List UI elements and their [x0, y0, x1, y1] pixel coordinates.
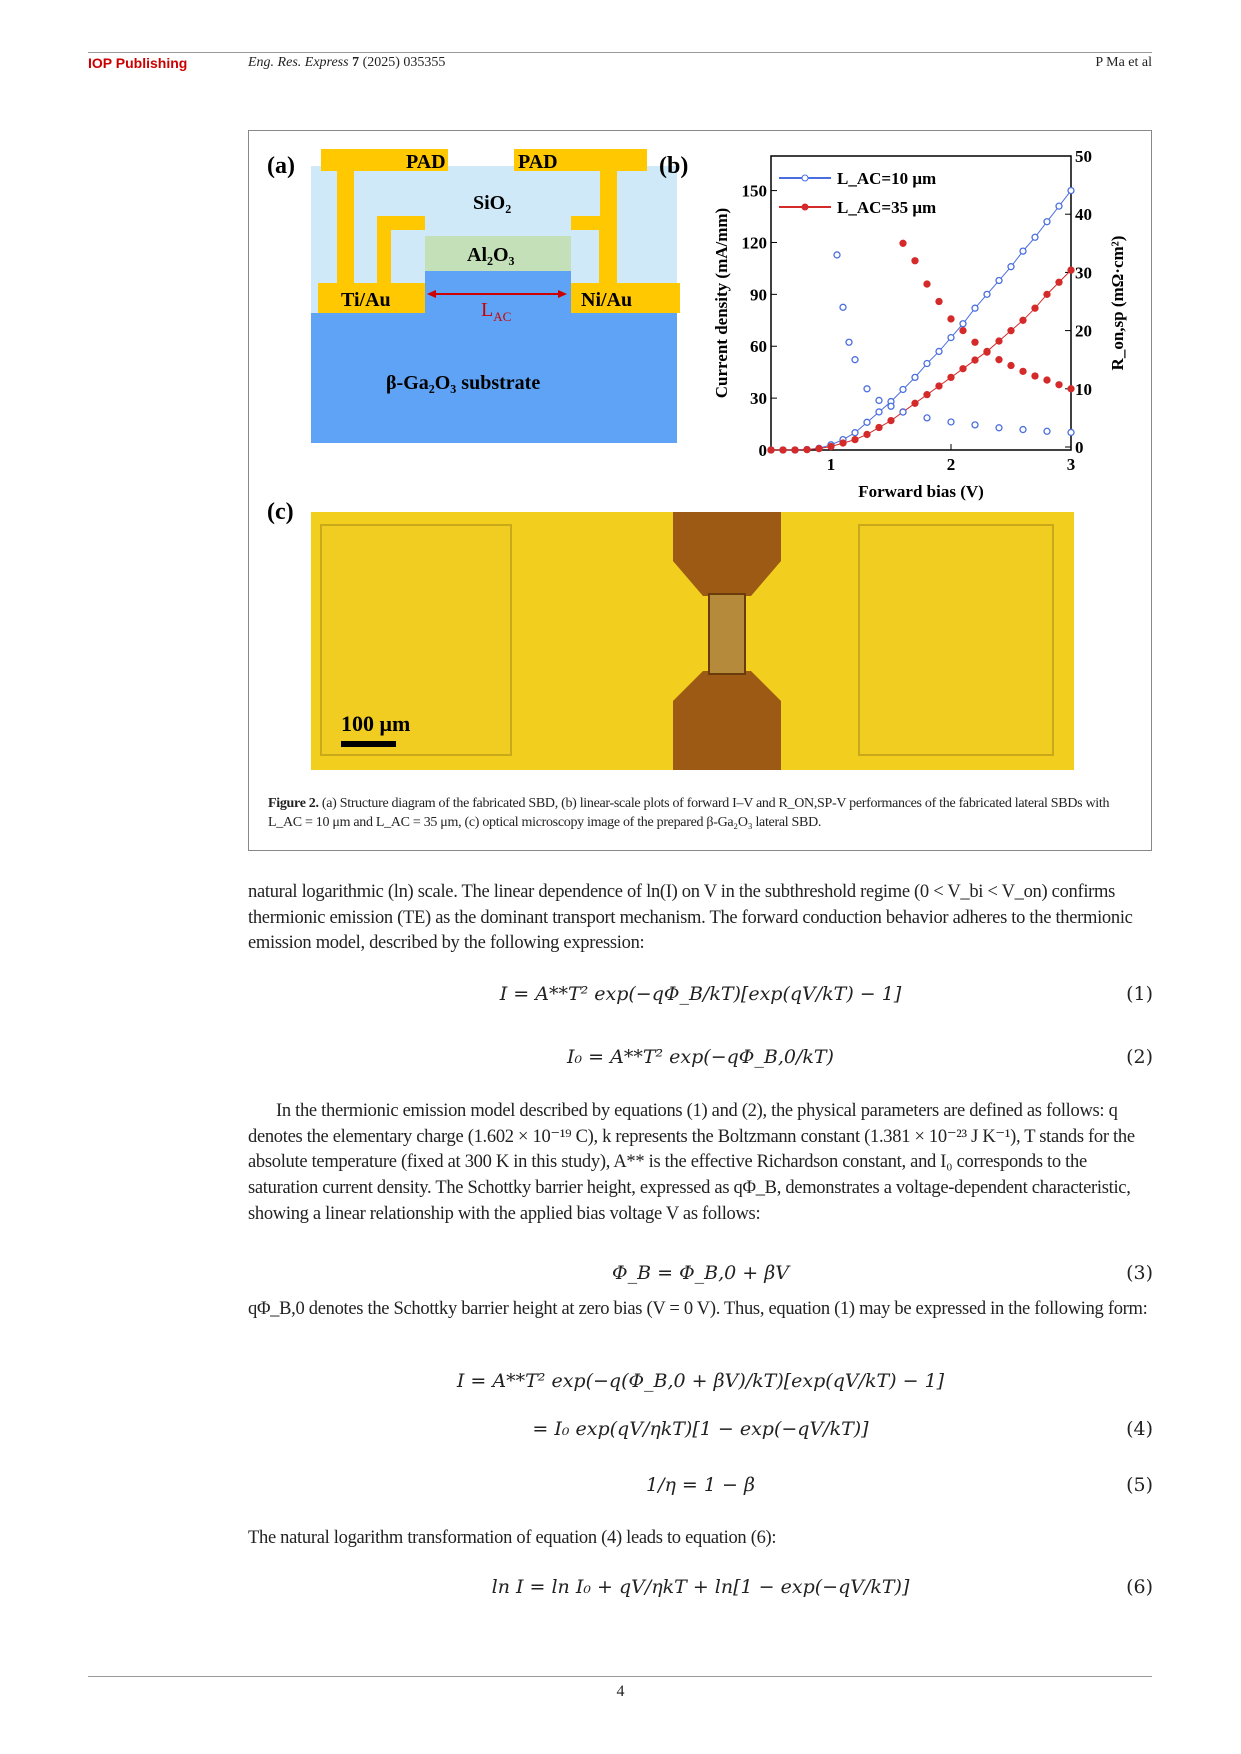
x-tick-label: 1 — [826, 455, 836, 474]
page-number: 4 — [616, 1683, 625, 1700]
data-point — [876, 409, 882, 415]
scale-bar — [341, 741, 396, 747]
legend-label: L_AC=35 μm — [837, 198, 937, 217]
figure-caption: Figure 2. (a) Structure diagram of the fabricated SBD, (b) linear-scale plots of forward I–V and R_ON,SP-V performances of the fabricated lateral SBDs with L_AC = 10 μm and L_AC = 35 μm, (c) optical microscopy image of the prepared β-Ga₂O₃ lateral SBD. — [268, 796, 1110, 830]
y2-tick-label: 40 — [1075, 205, 1092, 225]
panel-b-label: (b) — [659, 153, 689, 179]
y2-tick-label: 0 — [1075, 438, 1084, 457]
equation-5: 1/η = 1 − β (5) — [646, 1474, 1153, 1496]
x-axis-label: Forward bias (V) — [858, 482, 984, 501]
data-point — [888, 418, 894, 424]
data-point — [984, 349, 990, 355]
data-point — [1068, 429, 1074, 435]
data-point — [972, 339, 978, 345]
sio2-label: SiO₂ — [473, 192, 512, 214]
y-tick-label: 120 — [741, 233, 767, 253]
series-line — [837, 255, 1071, 433]
data-point — [912, 400, 918, 406]
y-axis-label: Current density (mA/mm) — [712, 207, 731, 399]
data-point — [912, 258, 918, 264]
legend-label: L_AC=10 μm — [837, 169, 937, 188]
data-point — [864, 431, 870, 437]
data-point — [1068, 188, 1074, 194]
data-point — [948, 419, 954, 425]
data-point — [864, 419, 870, 425]
data-point — [768, 447, 774, 453]
data-point — [840, 440, 846, 446]
data-point — [1020, 427, 1026, 433]
data-point — [876, 425, 882, 431]
data-point — [1020, 248, 1026, 254]
scale-bar-label: 100 μm — [341, 711, 411, 736]
data-point — [1044, 377, 1050, 383]
data-point — [1056, 279, 1062, 285]
data-point — [804, 447, 810, 453]
equation-3: Φ_B = Φ_B,0 + βV (3) — [612, 1262, 1153, 1284]
data-point — [1044, 428, 1050, 434]
data-point — [1032, 234, 1038, 240]
data-point — [948, 374, 954, 380]
data-point — [984, 291, 990, 297]
data-point — [960, 366, 966, 372]
data-point — [1032, 305, 1038, 311]
authors: P Ma et al — [1095, 55, 1152, 70]
data-point — [852, 357, 858, 363]
data-point — [924, 392, 930, 398]
data-point — [960, 321, 966, 327]
legend-marker — [802, 204, 808, 210]
equation-1: I = A**T² exp(−qΦ_B/kT)[exp(qV/kT) − 1] (1) — [499, 983, 1153, 1005]
data-point — [1056, 382, 1062, 388]
y2-axis-label: R_on,sp (mΩ·cm²) — [1108, 235, 1127, 371]
data-point — [948, 316, 954, 322]
data-point — [780, 447, 786, 453]
equation-6: ln I = ln I₀ + qV/ηkT + ln[1 − exp(−qV/kT)] (6) — [491, 1576, 1153, 1598]
data-point — [996, 278, 1002, 284]
x-tick-label: 3 — [1066, 455, 1076, 474]
data-point — [996, 357, 1002, 363]
equation-2: I₀ = A**T² exp(−qΦ_B,0/kT) (2) — [567, 1046, 1153, 1068]
right-pad — [859, 525, 1053, 755]
footer-rule — [88, 1676, 1152, 1677]
data-point — [1008, 363, 1014, 369]
al2o3-label: Al₂O₃ — [467, 244, 515, 266]
paragraph-1: natural logarithmic (ln) scale. The linear dependence of ln(I) on V in the subthreshold regime (0 < V_bi < V_on) confirms thermionic emission (TE) as the dominant transport mechanism. The forward conduction behavior adheres to the thermionic emission model, described by the following expression: — [248, 882, 1133, 954]
data-point — [792, 447, 798, 453]
data-point — [996, 338, 1002, 344]
data-point — [876, 397, 882, 403]
data-point — [1068, 386, 1074, 392]
y-tick-label: 0 — [758, 441, 767, 460]
substrate-label: β-Ga₂O₃ substrate — [386, 372, 541, 394]
data-point — [1056, 203, 1062, 209]
ti-au-label: Ti/Au — [341, 289, 391, 311]
publisher-logo: IOP Publishing — [88, 55, 188, 71]
data-point — [852, 430, 858, 436]
data-point — [1008, 264, 1014, 270]
data-point — [972, 357, 978, 363]
legend-marker — [802, 175, 808, 181]
data-point — [888, 403, 894, 409]
figure-svg — [249, 131, 1151, 850]
ni-au-label: Ni/Au — [581, 289, 633, 311]
y2-tick-label: 30 — [1075, 263, 1092, 283]
data-point — [1032, 373, 1038, 379]
data-point — [948, 335, 954, 341]
data-point — [900, 240, 906, 246]
figure-2 — [248, 130, 1152, 851]
data-point — [1044, 291, 1050, 297]
data-point — [1068, 267, 1074, 273]
data-point — [828, 444, 834, 450]
panel-c-micrograph — [311, 512, 1074, 770]
data-point — [1020, 317, 1026, 323]
mesa — [425, 271, 571, 313]
paragraph-4: The natural logarithm transformation of equation (4) leads to equation (6): — [248, 1528, 777, 1548]
y2-tick-label: 50 — [1075, 147, 1092, 166]
pad-left-label: PAD — [406, 151, 446, 173]
data-point — [1020, 368, 1026, 374]
paragraph-2: In the thermionic emission model described by equations (1) and (2), the physical parameters are defined as follows: q denotes the elementary charge (1.602 × 10⁻¹⁹ C), k represents the Boltzmann constant (1.381 × 10⁻²³ J K⁻¹), T stands for the absolute temperature (fixed at 300 K in this study), A** is the effective Richardson constant, and I₀ corresponds to the saturation current density. The Schottky barrier height, expressed as qΦ_B, demonstrates a voltage-dependent characteristic, showing a linear relationship with the applied bias voltage V as follows: — [248, 1101, 1135, 1224]
y-tick-label: 90 — [750, 285, 767, 305]
paragraph-3: qΦ_B,0 denotes the Schottky barrier height at zero bias (V = 0 V). Thus, equation (1) may be expressed in the following form: — [248, 1299, 1148, 1319]
data-point — [972, 422, 978, 428]
data-point — [924, 415, 930, 421]
data-point — [1044, 219, 1050, 225]
journal-ref: Eng. Res. Express 7 (2025) 035355 — [248, 55, 446, 70]
data-point — [816, 446, 822, 452]
bottom-electrode — [673, 671, 781, 770]
data-point — [996, 425, 1002, 431]
data-point — [834, 252, 840, 258]
data-point — [840, 304, 846, 310]
lac-label: $L_{AC}$ — [481, 299, 512, 324]
panel-a-label: (a) — [267, 153, 295, 179]
y-tick-label: 60 — [750, 337, 767, 357]
data-point — [972, 305, 978, 311]
data-point — [960, 328, 966, 334]
y2-tick-label: 20 — [1075, 321, 1092, 341]
data-point — [1008, 328, 1014, 334]
data-point — [912, 374, 918, 380]
panel-b-chart — [712, 147, 1127, 501]
data-point — [936, 348, 942, 354]
equation-4a: I = A**T² exp(−q(Φ_B,0 + βV)/kT)[exp(qV/kT) − 1] — [456, 1370, 945, 1392]
data-point — [924, 361, 930, 367]
y2-tick-label: 10 — [1075, 379, 1092, 399]
data-point — [900, 386, 906, 392]
header-rule — [88, 52, 1152, 53]
y-tick-label: 150 — [741, 181, 767, 201]
equation-4b: = I₀ exp(qV/ηkT)[1 − exp(−qV/kT)] (4) — [532, 1418, 1153, 1440]
data-point — [852, 437, 858, 443]
pad-right-label: PAD — [518, 151, 558, 173]
y-tick-label: 30 — [750, 389, 767, 409]
series-line — [771, 270, 1071, 450]
panel-c-label: (c) — [267, 499, 294, 525]
data-point — [924, 281, 930, 287]
x-tick-label: 2 — [946, 455, 956, 474]
data-point — [846, 339, 852, 345]
data-point — [936, 383, 942, 389]
panel-a-diagram — [311, 149, 680, 443]
device — [709, 594, 745, 674]
data-point — [936, 299, 942, 305]
data-point — [900, 409, 906, 415]
data-point — [864, 386, 870, 392]
